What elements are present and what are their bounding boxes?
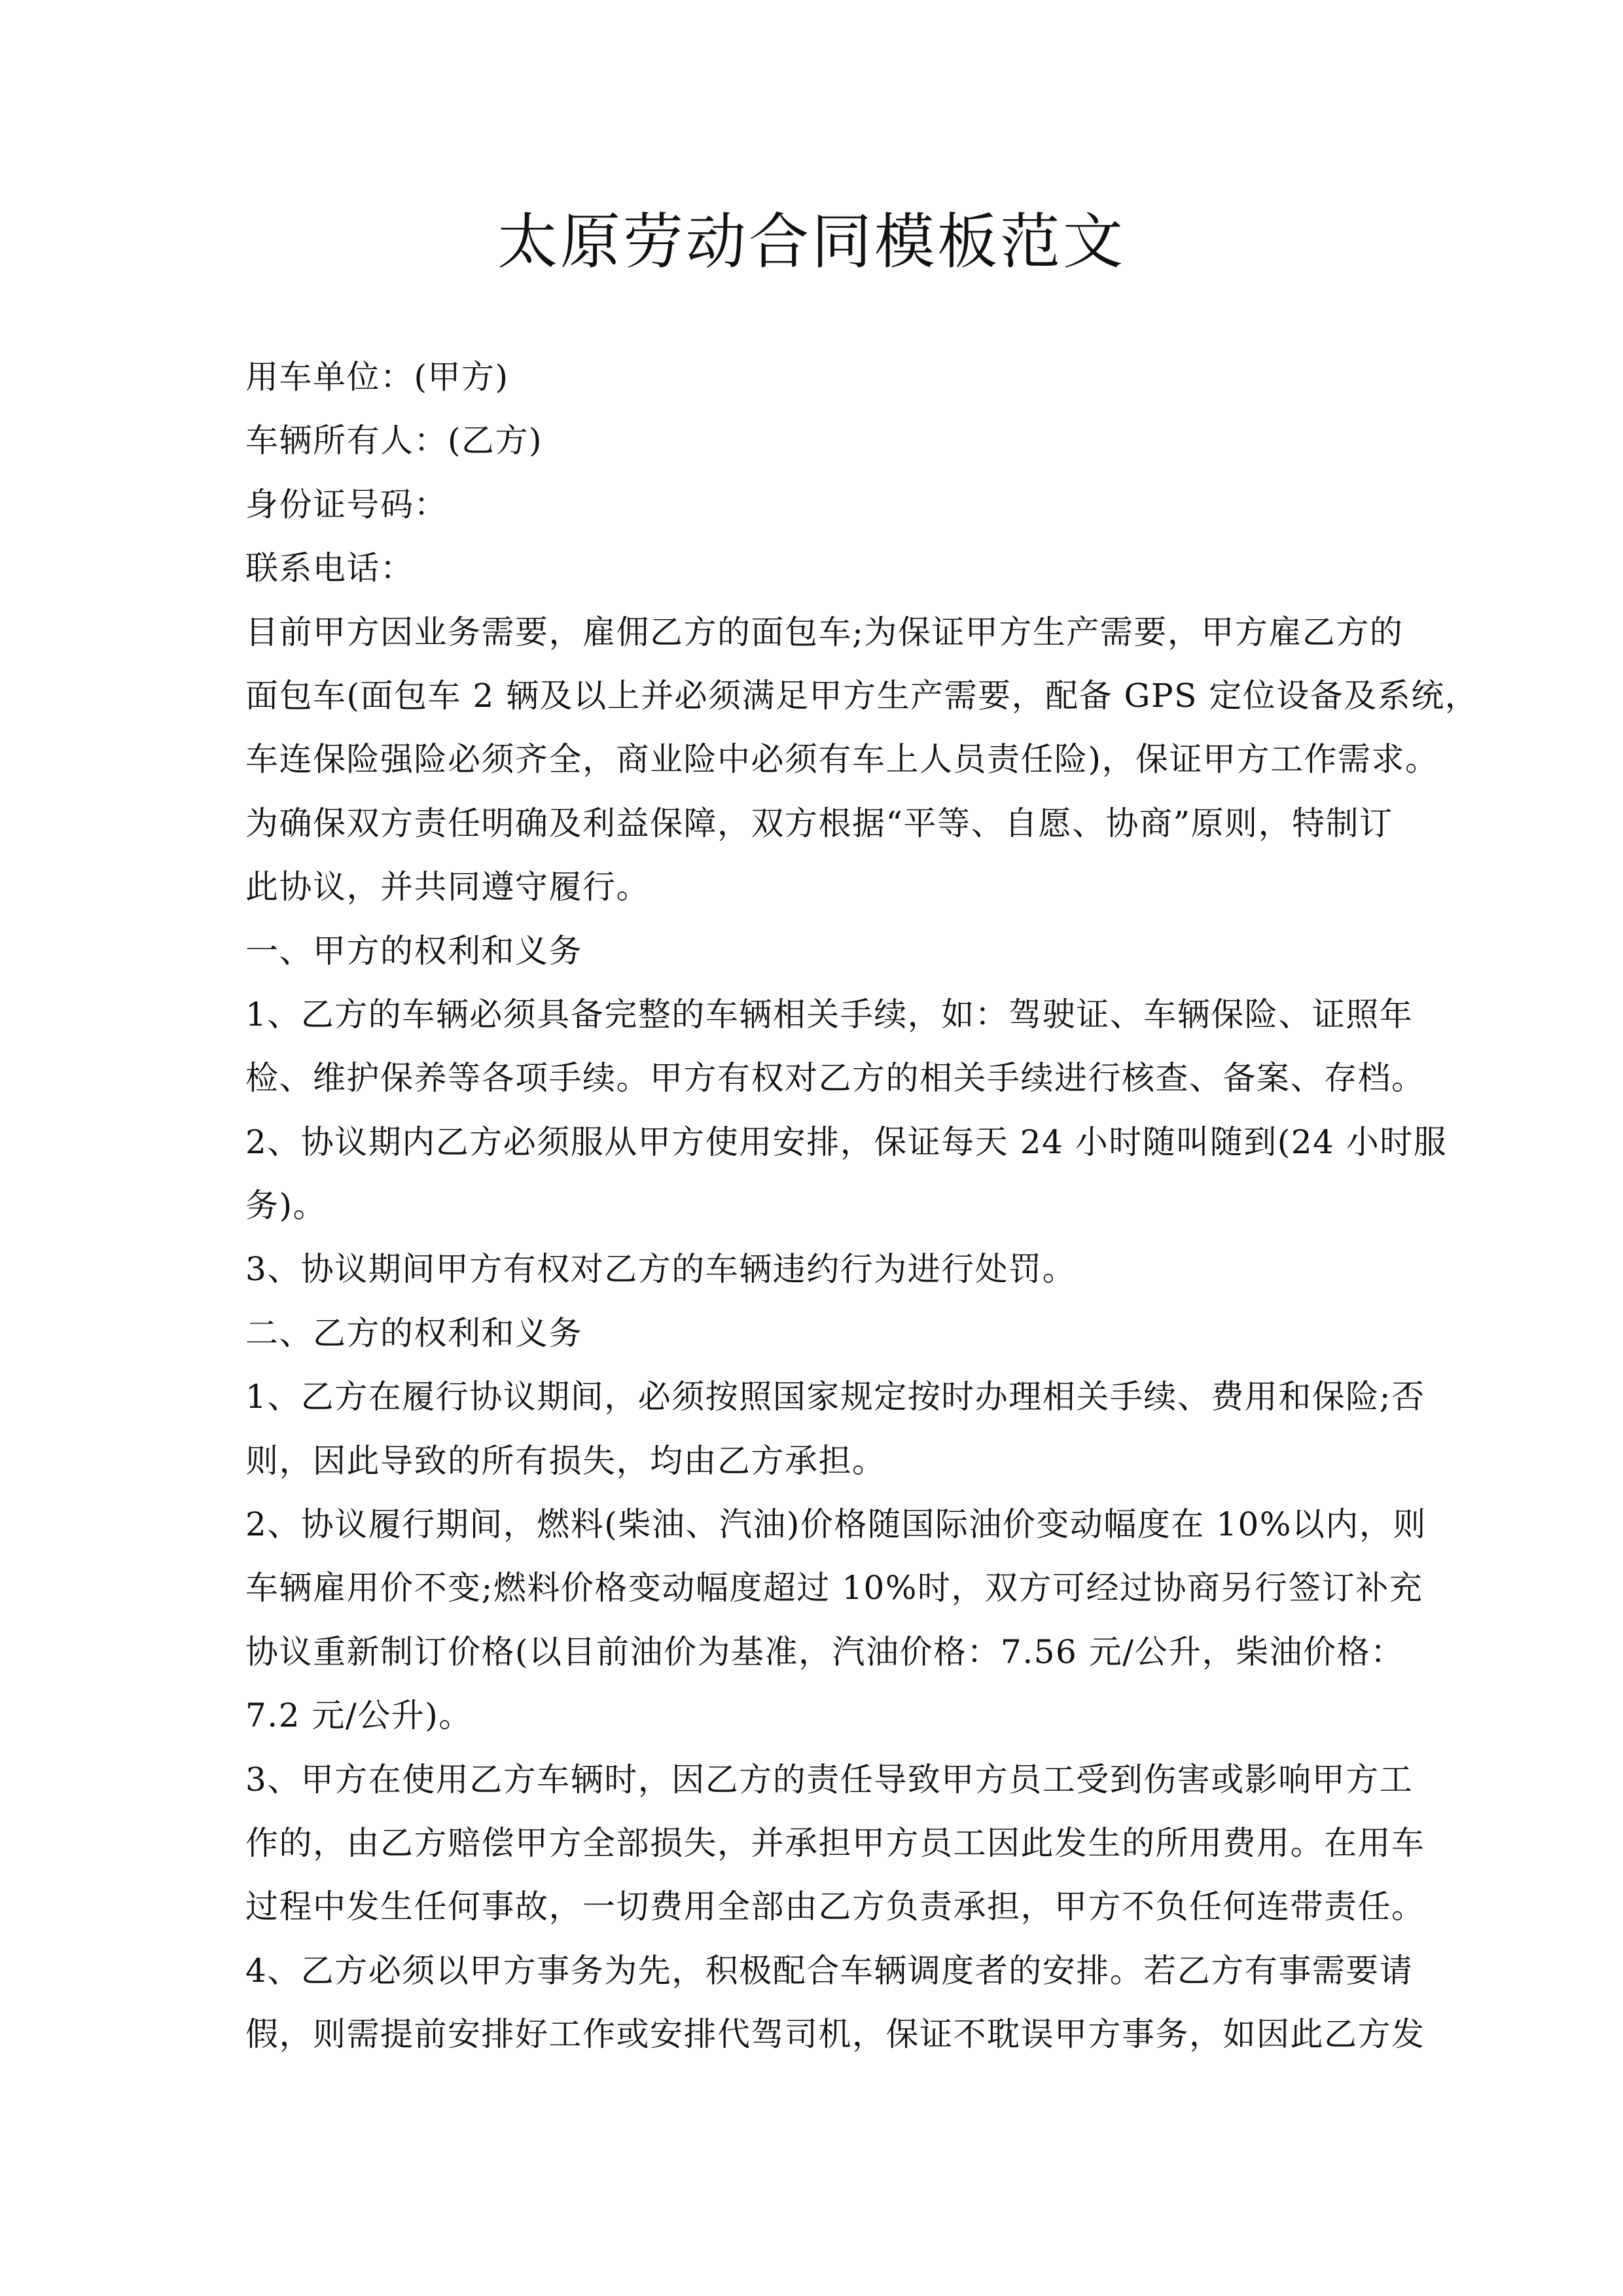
text-line: 则，因此导致的所有损失，均由乙方承担。 <box>245 1441 886 1480</box>
text-line: 目前甲方因业务需要，雇佣乙方的面包车;为保证甲方生产需要，甲方雇乙方的 <box>245 613 1404 651</box>
text-line: 1、乙方的车辆必须具备完整的车辆相关手续，如：驾驶证、车辆保险、证照年 <box>245 995 1414 1033</box>
text-line: 2、协议期内乙方必须服从甲方使用安排，保证每天 24 小时随叫随到(24 小时服 <box>245 1122 1448 1161</box>
text-line: 检、维护保养等各项手续。甲方有权对乙方的相关手续进行核查、备案、存档。 <box>245 1059 1425 1098</box>
text-line: 7.2 元/公升)。 <box>245 1696 473 1735</box>
text-line: 1、乙方在履行协议期间，必须按照国家规定按时办理相关手续、费用和保险;否 <box>245 1378 1425 1416</box>
document-body <box>245 353 1479 2075</box>
text-line: 用车单位：(甲方) <box>245 358 509 396</box>
text-line: 车辆所有人：(乙方) <box>245 422 543 460</box>
text-line: 协议重新制订价格(以目前油价为基准，汽油价格：7.56 元/公升，柴油价格： <box>245 1632 1404 1671</box>
text-line: 面包车(面包车 2 辆及以上并必须满足甲方生产需要，配备 GPS 定位设备及系统， <box>245 676 1479 715</box>
text-line: 2、协议履行期间，燃料(柴油、汽油)价格随国际油价变动幅度在 10%以内，则 <box>245 1505 1427 1544</box>
text-line: 为确保双方责任明确及利益保障，双方根据“平等、自愿、协商”原则，特制订 <box>245 804 1393 842</box>
text-line: 一、甲方的权利和义务 <box>245 931 582 970</box>
text-line: 联系电话： <box>245 549 414 588</box>
text-line: 过程中发生任何事故，一切费用全部由乙方负责承担，甲方不负任何连带责任。 <box>245 1888 1425 1926</box>
text-line: 车连保险强险必须齐全，商业险中必须有车上人员责任险)，保证甲方工作需求。 <box>245 740 1439 779</box>
text-line: 务)。 <box>245 1187 327 1225</box>
text-line: 3、甲方在使用乙方车辆时，因乙方的责任导致甲方员工受到伤害或影响甲方工 <box>245 1760 1414 1799</box>
text-line: 车辆雇用价不变;燃料价格变动幅度超过 10%时，双方可经过协商另行签订补充 <box>245 1569 1423 1607</box>
text-line: 假，则需提前安排好工作或安排代驾司机，保证不耽误甲方事务，如因此乙方发 <box>245 2015 1425 2054</box>
text-line: 此协议，并共同遵守履行。 <box>245 868 650 906</box>
text-line: 3、协议期间甲方有权对乙方的车辆违约行为进行处罚。 <box>245 1250 1077 1289</box>
text-line: 作的，由乙方赔偿甲方全部损失，并承担甲方员工因此发生的所用费用。在用车 <box>245 1823 1425 1862</box>
document-title: 太原劳动合同模板范文 <box>497 207 1126 277</box>
text-line: 4、乙方必须以甲方事务为先，积极配合车辆调度者的安排。若乙方有事需要请 <box>245 1951 1414 1990</box>
text-line: 二、乙方的权利和义务 <box>245 1314 582 1352</box>
text-line: 身份证号码： <box>245 485 448 524</box>
